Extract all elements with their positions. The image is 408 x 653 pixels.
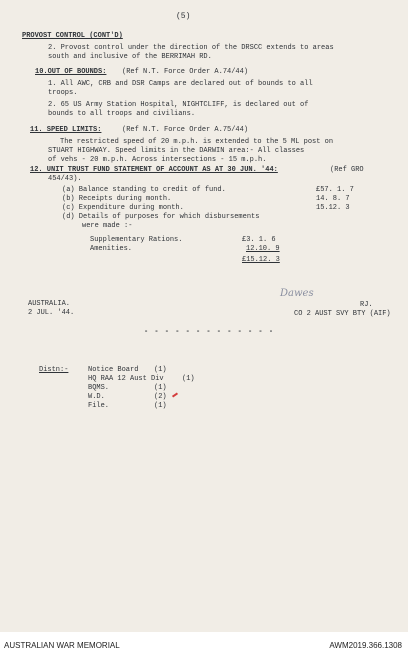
distribution-name-3: W.D. bbox=[88, 393, 105, 401]
item10-p2-line1: 2. 65 US Army Station Hospital, NIGHTCLIFF, is declared out of bbox=[48, 101, 309, 109]
section-heading: PROVOST CONTROL (CONT'D) bbox=[22, 32, 123, 40]
distribution-qty-1: (1) bbox=[182, 375, 195, 383]
para2-line2: south and inclusive of the BERRIMAH RD. bbox=[48, 53, 212, 61]
footer-bar bbox=[0, 632, 408, 653]
item10-title: 10.OUT OF BOUNDS: bbox=[35, 68, 107, 76]
page-number: (5) bbox=[176, 12, 191, 21]
fund-row-a-label: (a) Balance standing to credit of fund. bbox=[62, 186, 226, 194]
footer-accession-number: AWM2019.366.1308 bbox=[329, 641, 402, 650]
signatory-rank: RJ. bbox=[360, 301, 373, 309]
distribution-qty-0: (1) bbox=[154, 366, 167, 374]
red-check-mark bbox=[172, 392, 178, 397]
detail-amen-amount: 12.10. 9 bbox=[246, 245, 280, 253]
detail-supp-label: Supplementary Rations. bbox=[90, 236, 183, 244]
detail-supp-amount: £3. 1. 6 bbox=[242, 236, 276, 244]
signatory-unit: CO 2 AUST SVY BTY (AIF) bbox=[294, 310, 391, 318]
distribution-qty-2: (1) bbox=[154, 384, 167, 392]
distribution-name-2: BQMS. bbox=[88, 384, 110, 392]
fund-row-a-amount: £57. 1. 7 bbox=[316, 186, 354, 194]
item11-ref: (Ref N.T. Force Order A.75/44) bbox=[122, 126, 249, 134]
distribution-label: Distn:- bbox=[39, 366, 69, 374]
item12-title: 12. UNIT TRUST FUND STATEMENT OF ACCOUNT AS AT 30 JUN. '44: bbox=[30, 166, 278, 174]
fund-row-b-amount: 14. 8. 7 bbox=[316, 195, 350, 203]
fund-row-d-label: (d) Details of purposes for which disbursements bbox=[62, 213, 260, 221]
signature: Dawes bbox=[280, 288, 314, 299]
distribution-name-4: File. bbox=[88, 402, 110, 410]
item12-ref: (Ref GRO bbox=[330, 166, 364, 174]
fund-row-b-label: (b) Receipts during month. bbox=[62, 195, 172, 203]
distribution-name-0: Notice Board bbox=[88, 366, 139, 374]
item11-line3: of vehs - 20 m.p.h. Across intersections - 15 m.p.h. bbox=[48, 156, 267, 164]
item11-line1: The restricted speed of 20 m.p.h. is extended to the 5 ML post on bbox=[60, 138, 334, 146]
footer-institution: AUSTRALIAN WAR MEMORIAL bbox=[4, 641, 120, 650]
item10-p2-line2: bounds to all troops and civilians. bbox=[48, 110, 196, 118]
fund-row-c-label: (c) Expenditure during month. bbox=[62, 204, 184, 212]
distribution-qty-4: (1) bbox=[154, 402, 167, 410]
item11-title: 11. SPEED LIMITS: bbox=[30, 126, 102, 134]
detail-amen-label: Amenities. bbox=[90, 245, 133, 253]
fund-row-c-amount: 15.12. 3 bbox=[316, 204, 350, 212]
fund-row-d-cont: were made :- bbox=[82, 222, 133, 230]
item10-p1-line2: troops. bbox=[48, 89, 78, 97]
distribution-qty-3: (2) bbox=[154, 393, 167, 401]
detail-total-amount: £15.12. 3 bbox=[242, 256, 280, 264]
distribution-name-1: HQ RAA 12 Aust Div bbox=[88, 375, 164, 383]
item10-ref: (Ref N.T. Force Order A.74/44) bbox=[122, 68, 249, 76]
place: AUSTRALIA. bbox=[28, 300, 71, 308]
item10-p1-line1: 1. All AWC, CRB and DSR Camps are declared out of bounds to all bbox=[48, 80, 313, 88]
item11-line2: STUART HIGHWAY. Speed limits in the DARWIN area:- All classes bbox=[48, 147, 305, 155]
date: 2 JUL. '44. bbox=[28, 309, 75, 317]
item12-ref-cont: 454/43). bbox=[48, 175, 82, 183]
divider: - - - - - - - - - - - - - bbox=[144, 328, 275, 336]
para2-line1: 2. Provost control under the direction of the DRSCC extends to areas bbox=[48, 44, 334, 52]
